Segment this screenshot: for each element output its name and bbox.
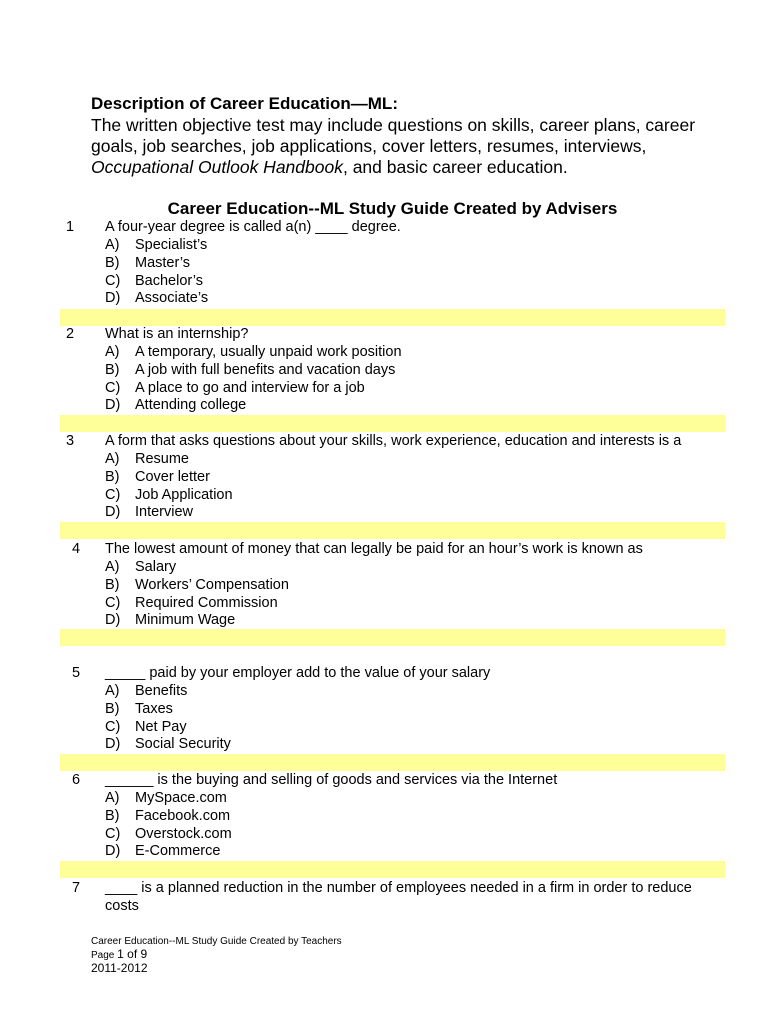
- footer-document-title: Career Education--ML Study Guide Created by Teachers: [91, 936, 342, 947]
- option-text: Bachelor’s: [135, 272, 203, 289]
- option-text: MySpace.com: [135, 790, 227, 806]
- description-text: The written objective test may include questions on skills, career plans, career goals, job searches, job applications, cover letters, resumes, interviews,: [91, 115, 696, 156]
- separator-band: [60, 754, 725, 771]
- option-text: Social Security: [135, 736, 231, 753]
- option-b: [105, 576, 289, 594]
- option-letter: D): [105, 843, 121, 860]
- option-text: E-Commerce: [135, 843, 221, 860]
- answer-options: [105, 236, 208, 307]
- option-c: [105, 379, 402, 397]
- option-letter: C): [105, 718, 121, 735]
- option-text: Associate’s: [135, 290, 209, 307]
- option-letter: A): [105, 451, 120, 467]
- option-letter: D): [105, 290, 121, 307]
- option-letter: B): [105, 254, 120, 271]
- separator-band: [60, 861, 725, 878]
- option-text: Required Commission: [135, 594, 278, 611]
- question-text: What is an internship?: [105, 326, 249, 342]
- answer-options: [105, 343, 402, 414]
- option-d: [105, 611, 289, 629]
- question-text: A four-year degree is called a(n) ____ degree.: [105, 219, 401, 235]
- question-number: 5: [71, 665, 81, 681]
- option-b: [105, 468, 233, 486]
- option-letter: C): [105, 825, 121, 842]
- option-text: Salary: [135, 559, 177, 575]
- option-a: [105, 789, 232, 807]
- description-text-end: , and basic career education.: [342, 157, 568, 177]
- answer-options: [105, 558, 289, 629]
- option-d: [105, 503, 233, 521]
- option-letter: B): [105, 700, 120, 717]
- option-a: [105, 236, 208, 254]
- option-text: Specialist’s: [135, 237, 208, 253]
- separator-band: [60, 415, 725, 432]
- option-letter: D): [105, 504, 121, 521]
- option-letter: D): [105, 736, 121, 753]
- option-c: [105, 594, 289, 612]
- option-d: [105, 842, 232, 860]
- page-total: 9: [140, 947, 148, 961]
- question-number: 4: [71, 541, 81, 557]
- option-text: Facebook.com: [135, 807, 231, 824]
- option-a: [105, 558, 289, 576]
- option-text: Master’s: [135, 254, 191, 271]
- page-number: 1: [117, 947, 124, 961]
- option-text: A place to go and interview for a job: [135, 379, 365, 396]
- option-b: [105, 700, 231, 718]
- option-text: Attending college: [135, 397, 247, 414]
- separator-band: [60, 309, 725, 326]
- option-text: A job with full benefits and vacation days: [135, 361, 396, 378]
- option-b: [105, 361, 402, 379]
- option-letter: B): [105, 807, 120, 824]
- option-letter: D): [105, 612, 121, 629]
- option-b: [105, 807, 232, 825]
- description-title: Description of Career Education—ML:: [91, 94, 398, 113]
- question-number: 6: [71, 772, 81, 788]
- option-c: [105, 272, 208, 290]
- separator-band: [60, 522, 725, 539]
- option-c: [105, 718, 231, 736]
- answer-options: [105, 789, 232, 860]
- option-text: Workers’ Compensation: [135, 576, 289, 593]
- page-of: of: [123, 947, 141, 961]
- option-text: Net Pay: [135, 718, 187, 735]
- question-text: _____ paid by your employer add to the value of your salary: [105, 665, 491, 681]
- question-number: 2: [65, 326, 75, 342]
- option-a: [105, 450, 233, 468]
- question-text: The lowest amount of money that can legally be paid for an hour’s work is known as: [105, 541, 643, 557]
- description-handbook-title: Occupational Outlook Handbook: [91, 157, 343, 177]
- option-letter: C): [105, 594, 121, 611]
- question-number: 1: [65, 219, 75, 235]
- option-text: Interview: [135, 504, 194, 521]
- option-text: Overstock.com: [135, 825, 232, 842]
- option-text: Cover letter: [135, 468, 210, 485]
- option-letter: B): [105, 468, 120, 485]
- option-letter: A): [105, 344, 120, 360]
- option-letter: A): [105, 559, 120, 575]
- option-letter: A): [105, 237, 120, 253]
- page-label: Page: [91, 950, 118, 961]
- option-letter: B): [105, 361, 120, 378]
- option-text: Taxes: [135, 700, 173, 717]
- option-text: Benefits: [135, 683, 188, 699]
- option-d: [105, 735, 231, 753]
- question-text: ____ is a planned reduction in the number of employees needed in a firm in order to reduce costs: [105, 880, 692, 914]
- option-letter: C): [105, 272, 121, 289]
- option-c: [105, 825, 232, 843]
- separator-band: [60, 629, 725, 646]
- option-a: [105, 343, 402, 361]
- option-a: [105, 682, 231, 700]
- option-letter: D): [105, 397, 121, 414]
- question-text: A form that asks questions about your skills, work experience, education and interests is a: [105, 433, 682, 449]
- option-b: [105, 254, 208, 272]
- option-d: [105, 396, 402, 414]
- question-text: ______ is the buying and selling of goods and services via the Internet: [105, 772, 558, 788]
- option-text: A temporary, usually unpaid work position: [135, 344, 402, 360]
- study-guide-title: Career Education--ML Study Guide Created by Advisers: [167, 199, 618, 218]
- option-letter: B): [105, 576, 120, 593]
- answer-options: [105, 682, 231, 753]
- option-letter: C): [105, 379, 121, 396]
- page-footer: [91, 935, 342, 975]
- option-letter: C): [105, 486, 121, 503]
- answer-options: [105, 450, 233, 521]
- option-text: Resume: [135, 451, 189, 467]
- option-letter: A): [105, 790, 120, 806]
- option-d: [105, 289, 208, 307]
- question-number: 3: [65, 433, 75, 449]
- option-letter: A): [105, 683, 120, 699]
- option-text: Job Application: [135, 486, 233, 503]
- option-c: [105, 486, 233, 504]
- description-body: [91, 115, 721, 178]
- page-indicator: [91, 948, 342, 962]
- option-text: Minimum Wage: [135, 612, 236, 629]
- description-section: [91, 93, 721, 178]
- school-year: 2011-2012: [91, 961, 148, 975]
- question-number: 7: [71, 880, 81, 896]
